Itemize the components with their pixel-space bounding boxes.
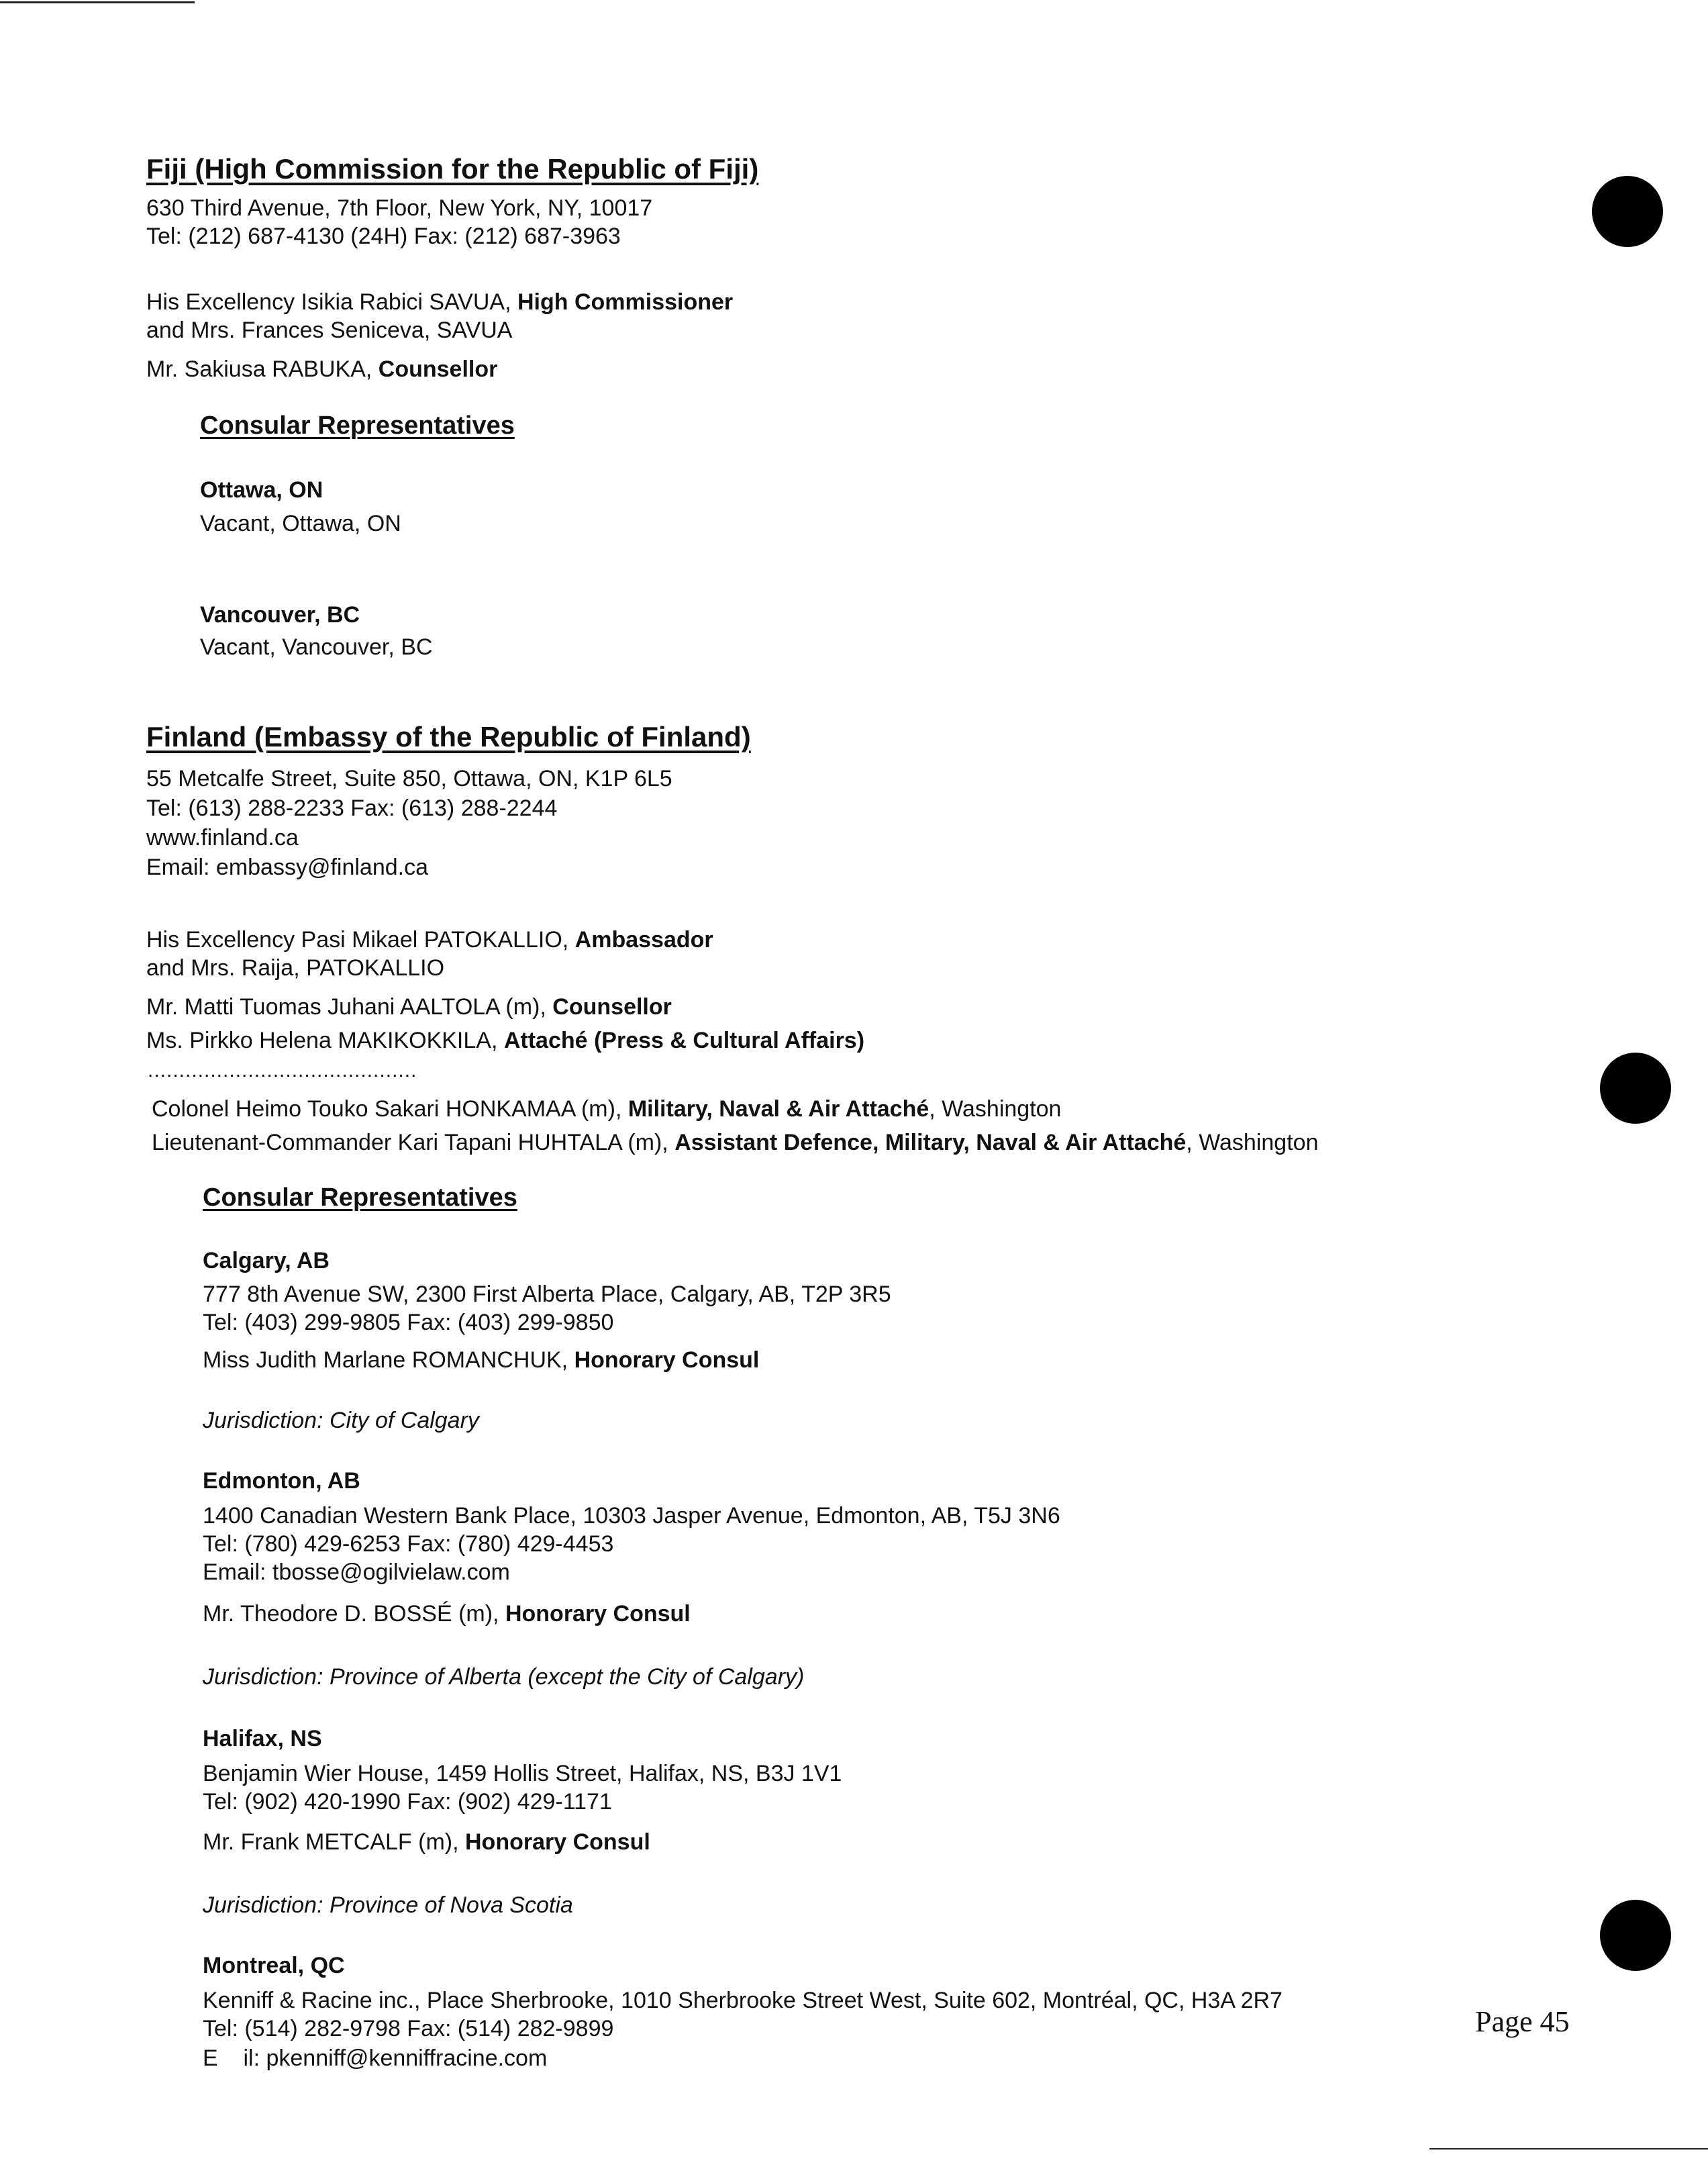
calgary-tel: Tel: (403) 299-9805 Fax: (403) 299-9850: [203, 1310, 614, 1335]
fiji-heading: Fiji (High Commission for the Republic of Fiji): [146, 153, 759, 185]
calgary-consul: Miss Judith Marlane ROMANCHUK, Honorary Consul: [203, 1347, 760, 1373]
finland-tel: Tel: (613) 288-2233 Fax: (613) 288-2244: [146, 795, 558, 821]
fiji-consulate-line: Vacant, Ottawa, ON: [200, 511, 401, 536]
fiji-address: 630 Third Avenue, 7th Floor, New York, NY, 10017: [146, 195, 653, 221]
separator-dots: ...........................................: [148, 1059, 417, 1081]
montreal-tel: Tel: (514) 282-9798 Fax: (514) 282-9899: [203, 2016, 614, 2041]
edmonton-address: 1400 Canadian Western Bank Place, 10303 Jasper Avenue, Edmonton, AB, T5J 3N6: [203, 1503, 1060, 1529]
finland-military-attache: Colonel Heimo Touko Sakari HONKAMAA (m), Military, Naval & Air Attaché, Washington: [152, 1096, 1062, 1122]
halifax-address: Benjamin Wier House, 1459 Hollis Street, Halifax, NS, B3J 1V1: [203, 1761, 842, 1786]
calgary-address: 777 8th Avenue SW, 2300 First Alberta Place, Calgary, AB, T2P 3R5: [203, 1282, 891, 1307]
montreal-address: Kenniff & Racine inc., Place Sherbrooke, 1010 Sherbrooke Street West, Suite 602, Montréal, QC, H3A 2R7: [203, 1988, 1283, 2013]
halifax-jurisdiction: Jurisdiction: Province of Nova Scotia: [203, 1892, 573, 1918]
finland-email: Email: embassy@finland.ca: [146, 855, 429, 880]
fiji-consular-heading: Consular Representatives: [200, 412, 515, 440]
fiji-tel: Tel: (212) 687-4130 (24H) Fax: (212) 687-3963: [146, 224, 621, 249]
finland-address: 55 Metcalfe Street, Suite 850, Ottawa, ON, K1P 6L5: [146, 766, 672, 791]
finland-staff-counsellor: Mr. Matti Tuomas Juhani AALTOLA (m), Counsellor: [146, 994, 672, 1020]
calgary-city: Calgary, AB: [203, 1248, 330, 1273]
halifax-city: Halifax, NS: [203, 1726, 322, 1751]
binder-hole-top: [1592, 176, 1663, 247]
edmonton-email: Email: tbosse@ogilvielaw.com: [203, 1559, 510, 1585]
binder-hole-middle: [1600, 1053, 1671, 1124]
finland-consular-heading: Consular Representatives: [203, 1184, 517, 1212]
binder-hole-bottom: [1600, 1900, 1671, 1971]
finland-assistant-attache: Lieutenant-Commander Kari Tapani HUHTALA (m), Assistant Defence, Military, Naval & Air Attaché, Washington: [152, 1130, 1319, 1155]
edmonton-jurisdiction: Jurisdiction: Province of Alberta (except the City of Calgary): [203, 1664, 805, 1690]
fiji-staff-counsellor: Mr. Sakiusa RABUKA, Counsellor: [146, 356, 498, 382]
finland-staff-ambassador: His Excellency Pasi Mikael PATOKALLIO, Ambassador: [146, 927, 713, 953]
halifax-consul: Mr. Frank METCALF (m), Honorary Consul: [203, 1829, 650, 1855]
finland-heading: Finland (Embassy of the Republic of Finland): [146, 721, 751, 753]
montreal-city: Montreal, QC: [203, 1953, 345, 1978]
edmonton-consul: Mr. Theodore D. BOSSÉ (m), Honorary Consul: [203, 1601, 691, 1627]
finland-staff-spouse: and Mrs. Raija, PATOKALLIO: [146, 955, 445, 981]
edmonton-tel: Tel: (780) 429-6253 Fax: (780) 429-4453: [203, 1531, 614, 1557]
fiji-staff-high-commissioner: His Excellency Isikia Rabici SAVUA, High Commissioner: [146, 289, 734, 315]
calgary-jurisdiction: Jurisdiction: City of Calgary: [203, 1408, 479, 1433]
fiji-staff-spouse: and Mrs. Frances Seniceva, SAVUA: [146, 318, 513, 343]
page-number: Page 45: [1475, 2005, 1570, 2038]
top-left-rule: [0, 1, 195, 3]
fiji-consulate-city: Ottawa, ON: [200, 477, 323, 503]
halifax-tel: Tel: (902) 420-1990 Fax: (902) 429-1171: [203, 1789, 612, 1815]
fiji-consulate-city: Vancouver, BC: [200, 602, 360, 628]
finland-staff-attache: Ms. Pirkko Helena MAKIKOKKILA, Attaché (Press & Cultural Affairs): [146, 1028, 865, 1053]
fiji-consulate-line: Vacant, Vancouver, BC: [200, 634, 433, 660]
finland-website: www.finland.ca: [146, 825, 299, 851]
montreal-email: E il: pkenniff@kenniffracine.com: [203, 2045, 548, 2071]
edmonton-city: Edmonton, AB: [203, 1468, 360, 1494]
bottom-right-rule: [1429, 2148, 1708, 2150]
